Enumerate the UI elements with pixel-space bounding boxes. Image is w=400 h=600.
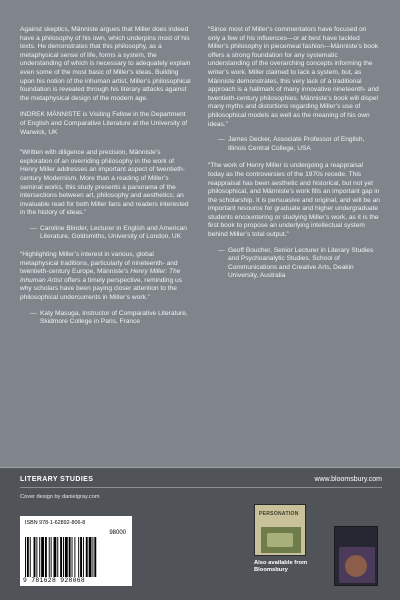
isbn-label: ISBN 978-1-62892-806-8 [25, 520, 86, 526]
endorsement-text-part: offers a timely perspective, reminding us why scholars have been paying closer attention to the philosophical undercurrents in Miller’s work.” [20, 276, 182, 302]
barcode-bar [74, 537, 75, 577]
barcode-bar [65, 537, 68, 577]
dash: — [30, 224, 37, 232]
endorsement-decker [208, 26, 380, 153]
endorsement-blinder [20, 149, 192, 242]
cover-illustration-detail [345, 555, 367, 577]
related-book-title: PERSONATION [259, 511, 299, 517]
endorsement-attribution [20, 310, 192, 327]
author-bio: INDREK MÄNNISTE is Visiting Fellow in the Department of English and Comparative Literature at the University of Warwick, UK [20, 111, 188, 136]
barcode-bar [89, 537, 92, 577]
barcode-bar [51, 537, 52, 577]
barcode-bar [54, 537, 57, 577]
barcode-bar [69, 537, 71, 577]
barcode-bar [27, 537, 29, 577]
cover-illustration-detail [267, 533, 293, 547]
ean-digits: 9 781628 928068 [23, 577, 86, 584]
price-code: 98000 [109, 530, 126, 536]
barcode-bar [86, 537, 88, 577]
dash: — [218, 246, 225, 254]
barcode-bar [94, 537, 96, 577]
endorsement-boucher [208, 162, 380, 281]
book-title-italic: Henry Miller: The Inhuman Artist [20, 268, 181, 284]
related-book-cover-2[interactable] [334, 526, 378, 586]
attribution-text: James Decker, Associate Professor of English, Illinois Central College, USA [228, 136, 365, 152]
barcode-bar [45, 537, 47, 577]
also-available-label: Also available from Bloomsbury [254, 560, 308, 573]
endorsement-attribution [20, 225, 192, 242]
subject-category: LITERARY STUDIES [20, 476, 94, 483]
barcode-bar [34, 537, 36, 577]
endorsement-text [20, 251, 192, 303]
barcode-bar [36, 537, 37, 577]
barcode-bar [63, 537, 64, 577]
barcode-bar [78, 537, 79, 577]
endorsement-masuga [20, 251, 192, 327]
right-column [208, 26, 380, 290]
blurb-paragraph: Against skeptics, Männiste argues that Miller does indeed have a philosophy of his own, which underpins most of his texts. He demonstrates that this philosophy, as a metaphysical sense of life, forms a system, the understanding of which is necessary to adequately explain even some of the most basic of Miller’s ideas. Building upon his notion of the inhuman artist, Miller’s philosophical foundation is revealed through his literary attacks against the metaphysical design of the modern age. [20, 26, 191, 102]
footer-top-rule [0, 467, 400, 468]
related-book-cover-1[interactable] [254, 504, 306, 556]
barcode-bar [49, 537, 50, 577]
dash: — [218, 136, 225, 144]
attribution-text: Caroline Blinder, Lecturer in English and American Literature, Goldsmiths, University of London, UK [40, 224, 187, 241]
barcode-icon [25, 537, 127, 577]
endorsement-text: “Written with diligence and precision, Männiste’s exploration of an overriding philosophy in the work of Henry Miller addresses an important aspect of twentieth-century Modernism. More than a reading of Miller’s seminal works, this study presents a panorama of the intersections between art, philosophy and aesthetics; an invaluable read for both Miller fans and readers interested in the history of ideas.” [20, 149, 189, 217]
endorsement-text: “The work of Henry Miller is undergoing a reappraisal today as the controversies of the 1970s recede. This reappraisal has been aesthetic and historical, but not yet philosophical, and Männiste’s work fills an important gap in the scholarship. It is persuasive and original, and will be an important resource for graduate and higher undergraduate students encountering or studying Miller’s work, as it is the first book to propose an underlying intellectual system behind Miller’s total output.” [208, 162, 380, 239]
endorsement-text: “Since most of Miller’s commentators have focused on only a few of his influences—or at best have tackled Miller’s philosophy in piecemeal fashion—Männiste’s book offers a strong foundation for any systematic understanding of the overarching concepts informing the writer’s work. Miller claimed to lack a system, but, as Männiste demonstrates, this very lack of a traditional approach is a hallmark of many innovative nineteenth- and twentieth-century philosophies. Männiste’s book will dispel many myths and distortions regarding Miller’s use of philosophical models as well as the meaning of his own ideas.” [208, 26, 379, 128]
barcode-bar [39, 537, 40, 577]
barcode-panel [20, 516, 132, 586]
footer-divider [20, 487, 382, 488]
barcode-bar [41, 537, 44, 577]
barcode-bar [83, 537, 84, 577]
dash: — [30, 309, 37, 317]
attribution-text: Katy Masuga, Instructor of Comparative Literature, Skidmore College in Paris, France [40, 309, 188, 326]
barcode-bar [80, 537, 82, 577]
barcode-bar [72, 537, 73, 577]
barcode-bar [60, 537, 62, 577]
left-column [20, 26, 192, 336]
endorsement-attribution [208, 247, 380, 281]
barcode-bar [57, 537, 58, 577]
publisher-website[interactable]: www.bloomsbury.com [314, 476, 382, 483]
barcode-bar [92, 537, 93, 577]
barcode-bar [30, 537, 31, 577]
endorsement-attribution [208, 136, 380, 153]
endorsement-text-part: “Highlighting Miller’s interest in various, global metaphysical traditions, particularly of nineteenth- and twentieth-century Europe, Männiste’s [20, 251, 178, 276]
cover-design-credit: Cover design by danielgray.com [20, 494, 100, 500]
barcode-bar [25, 537, 26, 577]
attribution-text: Geoff Boucher, Senior Lecturer in Literary Studies and Psychoanalytic Studies, School of Communications and Creative Arts, Deakin University, Australia [228, 246, 374, 280]
